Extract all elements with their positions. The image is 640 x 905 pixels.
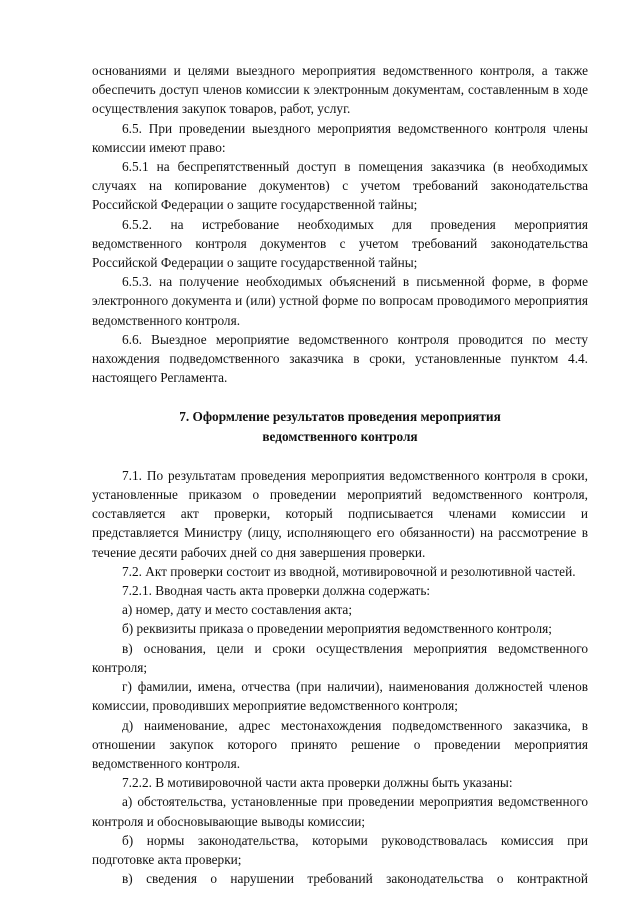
section-heading (92, 407, 588, 445)
section-heading-line-2: ведомственного контроля (262, 428, 418, 444)
paragraph-6-5: 6.5. При проведении выездного мероприятия ведомственного контроля члены комиссии имеют право: (92, 120, 588, 155)
paragraph-7-2: 7.2. Акт проверки состоит из вводной, мотивировочной и резолютивной частей. (122, 563, 576, 579)
paragraph-6-5-1: 6.5.1 на беспрепятственный доступ в помещения заказчика (в необходимых случаях на копирование документов) с учетом требований законодательства Российской Федерации о защите государственной тайны; (92, 159, 588, 213)
paragraph-7-2-2: 7.2.2. В мотивировочной части акта проверки должны быть указаны: (122, 775, 513, 791)
paragraph-6-5-3: 6.5.3. на получение необходимых объяснений в письменной форме, в форме электронного документа и (или) устной форме по вопросам проводимого мероприятия ведомственного контроля. (92, 274, 588, 328)
section-heading-line-1: 7. Оформление результатов проведения мероприятия (179, 409, 501, 425)
list-item-7-2-2-v: в) сведения о нарушении требований законодательства о контрактной (122, 871, 588, 887)
list-item-7-2-1-g: г) фамилии, имена, отчества (при наличии), наименования должностей членов комиссии, проводивших мероприятие ведомственного контроля; (92, 679, 588, 714)
list-item-7-2-1-b: б) реквизиты приказа о проведении мероприятия ведомственного контроля; (122, 621, 552, 637)
paragraph-continuation: основаниями и целями выездного мероприятия ведомственного контроля, а также обеспечить доступ членов комиссии к электронным документам, составленным в ходе осуществления закупок товаров, работ, услуг. (92, 63, 588, 117)
list-item-7-2-1-d: д) наименование, адрес местонахождения подведомственного заказчика, в отношении закупок которого принято решение о проведении мероприятия ведомственного контроля. (92, 717, 588, 771)
paragraph-7-1: 7.1. По результатам проведения мероприятия ведомственного контроля в сроки, установленные приказом о проведении мероприятий ведомственного контроля, составляется акт проверки, который подписывается членами комиссии и представляется Министру (лицу, исполняющего его обязанности) на рассмотрение в течение десяти рабочих дней со дня завершения проверки. (92, 467, 588, 560)
list-item-7-2-1-a: а) номер, дату и место составления акта; (122, 602, 353, 618)
paragraph-7-2-1: 7.2.1. Вводная часть акта проверки должна содержать: (122, 583, 431, 599)
document-body (92, 61, 588, 888)
list-item-7-2-2-b: б) нормы законодательства, которыми руководствовалась комиссия при подготовке акта проверки; (92, 832, 588, 867)
paragraph-6-5-2: 6.5.2. на истребование необходимых для проведения мероприятия ведомственного контроля документов с учетом требований законодательства Российской Федерации о защите государственной тайны; (92, 216, 588, 271)
list-item-7-2-1-v: в) основания, цели и сроки осуществления мероприятия ведомственного контроля; (92, 640, 588, 675)
list-item-7-2-2-a: а) обстоятельства, установленные при проведении мероприятия ведомственного контроля и обосновывающие выводы комиссии; (92, 794, 588, 829)
paragraph-6-6: 6.6. Выездное мероприятие ведомственного контроля проводится по месту нахождения подведомственного заказчика в сроки, установленные пунктом 4.4. настоящего Регламента. (92, 331, 588, 386)
